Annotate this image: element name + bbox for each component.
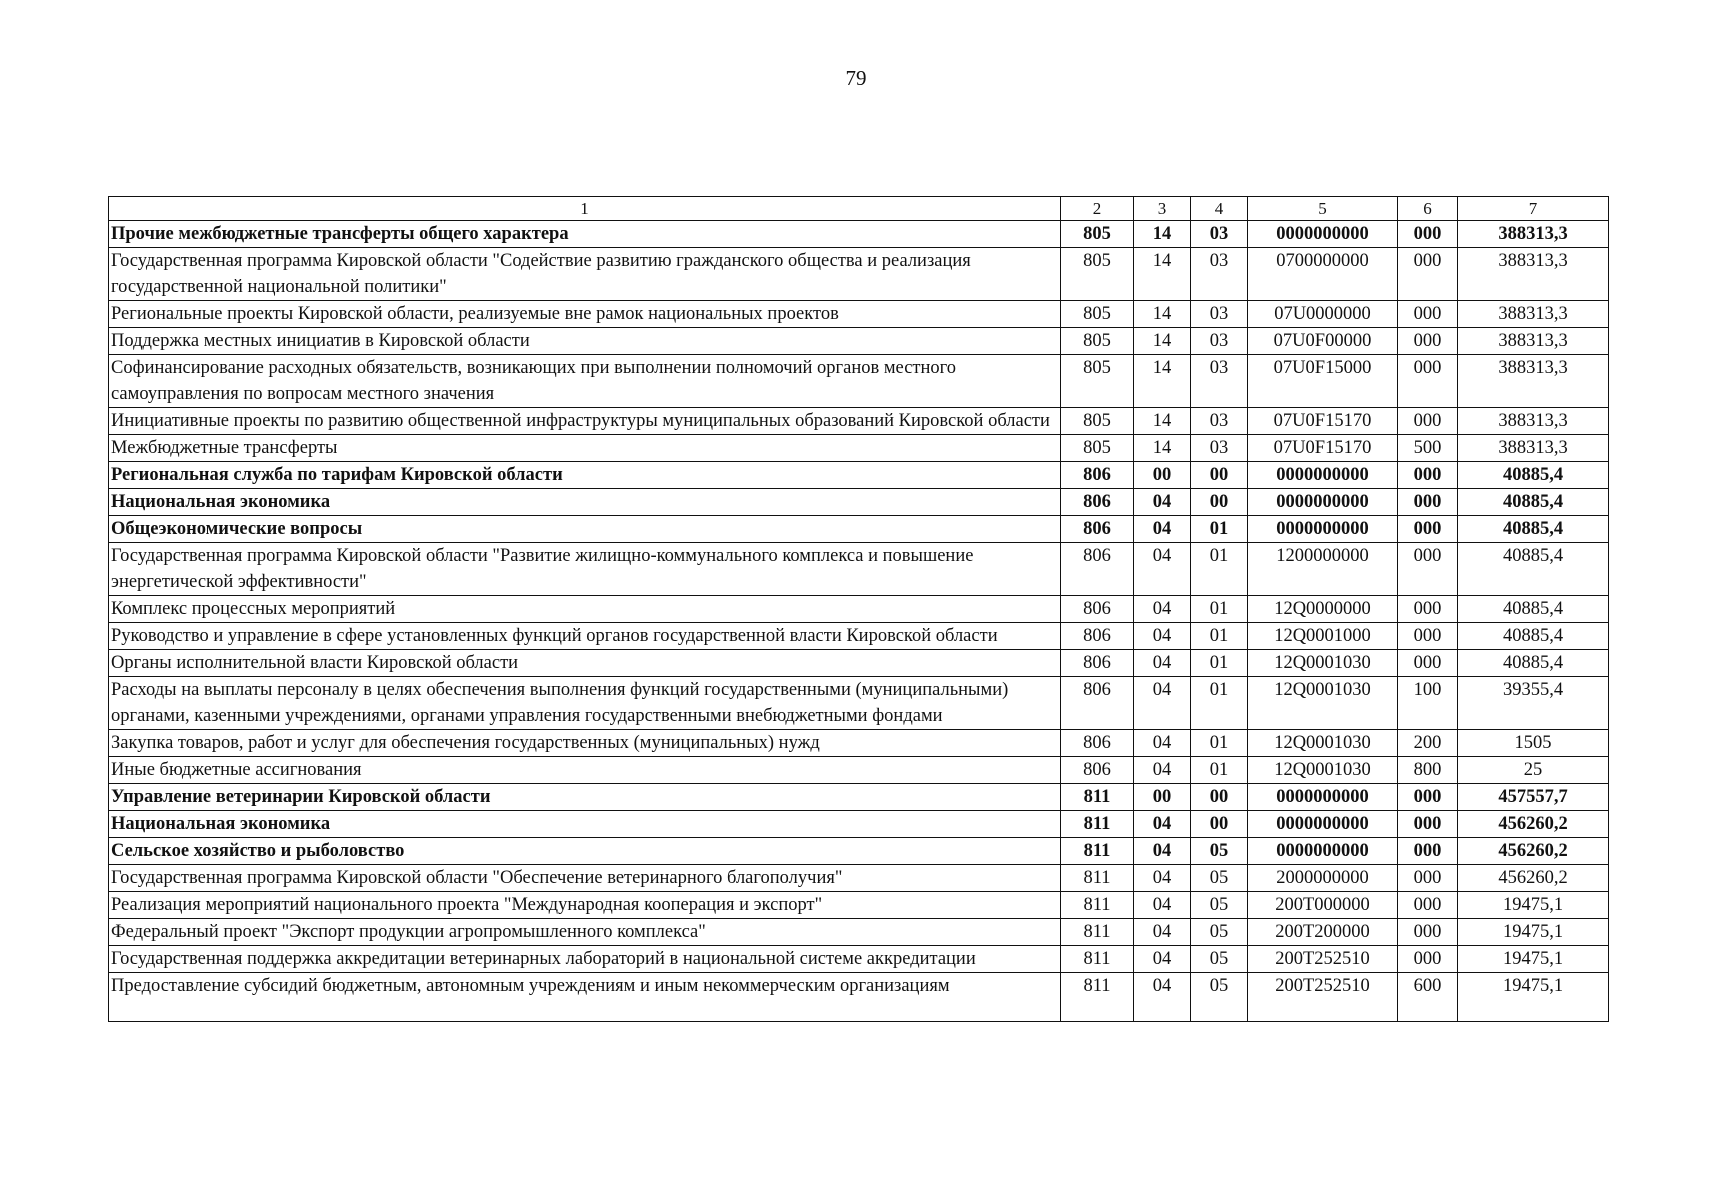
- section-cell: 14: [1134, 355, 1191, 408]
- chapter-cell: 811: [1061, 892, 1134, 919]
- expense-type-cell: 000: [1398, 784, 1458, 811]
- target-article-cell: 0700000000: [1248, 248, 1398, 301]
- budget-table: [108, 196, 1609, 1022]
- target-article-cell: 12Q0001030: [1248, 650, 1398, 677]
- subsection-cell: 03: [1191, 408, 1248, 435]
- section-cell: 14: [1134, 301, 1191, 328]
- chapter-cell: 811: [1061, 811, 1134, 838]
- expense-type-cell: 000: [1398, 919, 1458, 946]
- table-row: [109, 650, 1609, 677]
- section-cell: 00: [1134, 784, 1191, 811]
- chapter-cell: 806: [1061, 596, 1134, 623]
- expense-type-cell: 200: [1398, 730, 1458, 757]
- table-row: [109, 248, 1609, 301]
- section-cell: 04: [1134, 677, 1191, 730]
- subsection-cell: 03: [1191, 328, 1248, 355]
- section-cell: 04: [1134, 757, 1191, 784]
- target-article-cell: 12Q0001030: [1248, 730, 1398, 757]
- chapter-cell: 811: [1061, 946, 1134, 973]
- table-row: [109, 543, 1609, 596]
- amount-cell: 388313,3: [1458, 328, 1609, 355]
- table-row: [109, 408, 1609, 435]
- header-cell-7: 7: [1458, 197, 1609, 221]
- target-article-cell: 07U0F15000: [1248, 355, 1398, 408]
- target-article-cell: 0000000000: [1248, 838, 1398, 865]
- subsection-cell: 01: [1191, 543, 1248, 596]
- section-cell: 04: [1134, 730, 1191, 757]
- row-name-cell: Руководство и управление в сфере установленных функций органов государственной власти Кировской области: [109, 623, 1061, 650]
- chapter-cell: 806: [1061, 757, 1134, 784]
- target-article-cell: 12Q0001030: [1248, 677, 1398, 730]
- row-name-cell: Государственная программа Кировской области "Обеспечение ветеринарного благополучия": [109, 865, 1061, 892]
- header-cell-5: 5: [1248, 197, 1398, 221]
- subsection-cell: 01: [1191, 650, 1248, 677]
- chapter-cell: 805: [1061, 221, 1134, 248]
- amount-cell: 1505: [1458, 730, 1609, 757]
- expense-type-cell: 000: [1398, 221, 1458, 248]
- target-article-cell: 12Q0000000: [1248, 596, 1398, 623]
- chapter-cell: 811: [1061, 973, 1134, 1022]
- section-cell: 14: [1134, 328, 1191, 355]
- expense-type-cell: 000: [1398, 623, 1458, 650]
- row-name-cell: Межбюджетные трансферты: [109, 435, 1061, 462]
- header-cell-3: 3: [1134, 197, 1191, 221]
- section-cell: 04: [1134, 973, 1191, 1022]
- chapter-cell: 805: [1061, 328, 1134, 355]
- table-row: [109, 919, 1609, 946]
- subsection-cell: 00: [1191, 811, 1248, 838]
- target-article-cell: 200T252510: [1248, 946, 1398, 973]
- row-name-cell: Предоставление субсидий бюджетным, автономным учреждениям и иным некоммерческим организациям: [109, 973, 1061, 1022]
- chapter-cell: 806: [1061, 462, 1134, 489]
- amount-cell: 40885,4: [1458, 462, 1609, 489]
- expense-type-cell: 100: [1398, 677, 1458, 730]
- chapter-cell: 806: [1061, 650, 1134, 677]
- subsection-cell: 03: [1191, 355, 1248, 408]
- row-name-cell: Федеральный проект "Экспорт продукции агропромышленного комплекса": [109, 919, 1061, 946]
- chapter-cell: 805: [1061, 248, 1134, 301]
- expense-type-cell: 000: [1398, 838, 1458, 865]
- section-cell: 04: [1134, 865, 1191, 892]
- section-cell: 04: [1134, 543, 1191, 596]
- subsection-cell: 03: [1191, 248, 1248, 301]
- subsection-cell: 00: [1191, 784, 1248, 811]
- target-article-cell: 07U0F00000: [1248, 328, 1398, 355]
- amount-cell: 388313,3: [1458, 221, 1609, 248]
- section-cell: 14: [1134, 221, 1191, 248]
- expense-type-cell: 000: [1398, 516, 1458, 543]
- target-article-cell: 0000000000: [1248, 784, 1398, 811]
- row-name-cell: Региональная служба по тарифам Кировской области: [109, 462, 1061, 489]
- subsection-cell: 01: [1191, 677, 1248, 730]
- target-article-cell: 07U0F15170: [1248, 435, 1398, 462]
- subsection-cell: 03: [1191, 301, 1248, 328]
- table-row: [109, 301, 1609, 328]
- amount-cell: 388313,3: [1458, 355, 1609, 408]
- subsection-cell: 05: [1191, 946, 1248, 973]
- amount-cell: 40885,4: [1458, 543, 1609, 596]
- amount-cell: 40885,4: [1458, 489, 1609, 516]
- amount-cell: 456260,2: [1458, 838, 1609, 865]
- chapter-cell: 805: [1061, 408, 1134, 435]
- subsection-cell: 03: [1191, 221, 1248, 248]
- target-article-cell: 12Q0001030: [1248, 757, 1398, 784]
- chapter-cell: 811: [1061, 919, 1134, 946]
- subsection-cell: 05: [1191, 892, 1248, 919]
- subsection-cell: 01: [1191, 516, 1248, 543]
- amount-cell: 19475,1: [1458, 892, 1609, 919]
- row-name-cell: Региональные проекты Кировской области, реализуемые вне рамок национальных проектов: [109, 301, 1061, 328]
- target-article-cell: 12Q0001000: [1248, 623, 1398, 650]
- subsection-cell: 05: [1191, 919, 1248, 946]
- table-row: [109, 811, 1609, 838]
- target-article-cell: 0000000000: [1248, 516, 1398, 543]
- row-name-cell: Софинансирование расходных обязательств, возникающих при выполнении полномочий органов местного самоуправления по вопросам местного значения: [109, 355, 1061, 408]
- expense-type-cell: 000: [1398, 892, 1458, 919]
- amount-cell: 388313,3: [1458, 435, 1609, 462]
- amount-cell: 19475,1: [1458, 919, 1609, 946]
- table-row: [109, 677, 1609, 730]
- row-name-cell: Управление ветеринарии Кировской области: [109, 784, 1061, 811]
- amount-cell: 40885,4: [1458, 623, 1609, 650]
- header-cell-6: 6: [1398, 197, 1458, 221]
- target-article-cell: 0000000000: [1248, 462, 1398, 489]
- subsection-cell: 05: [1191, 865, 1248, 892]
- amount-cell: 19475,1: [1458, 973, 1609, 1022]
- section-cell: 04: [1134, 516, 1191, 543]
- row-name-cell: Национальная экономика: [109, 811, 1061, 838]
- amount-cell: 40885,4: [1458, 650, 1609, 677]
- table-row: [109, 221, 1609, 248]
- row-name-cell: Реализация мероприятий национального проекта "Международная кооперация и экспорт": [109, 892, 1061, 919]
- table-row: [109, 946, 1609, 973]
- table-row: [109, 462, 1609, 489]
- row-name-cell: Органы исполнительной власти Кировской области: [109, 650, 1061, 677]
- chapter-cell: 805: [1061, 355, 1134, 408]
- target-article-cell: 1200000000: [1248, 543, 1398, 596]
- chapter-cell: 806: [1061, 489, 1134, 516]
- table-row: [109, 328, 1609, 355]
- row-name-cell: Расходы на выплаты персоналу в целях обеспечения выполнения функций государственными (муниципальными) органами, казенными учреждениями, органами управления государственными внебюджетными фондами: [109, 677, 1061, 730]
- table-row: [109, 757, 1609, 784]
- target-article-cell: 07U0000000: [1248, 301, 1398, 328]
- expense-type-cell: 800: [1398, 757, 1458, 784]
- header-cell-2: 2: [1061, 197, 1134, 221]
- row-name-cell: Сельское хозяйство и рыболовство: [109, 838, 1061, 865]
- section-cell: 00: [1134, 462, 1191, 489]
- header-cell-4: 4: [1191, 197, 1248, 221]
- target-article-cell: 200T252510: [1248, 973, 1398, 1022]
- subsection-cell: 01: [1191, 730, 1248, 757]
- subsection-cell: 01: [1191, 757, 1248, 784]
- section-cell: 04: [1134, 650, 1191, 677]
- table-row: [109, 973, 1609, 1022]
- subsection-cell: 03: [1191, 435, 1248, 462]
- chapter-cell: 811: [1061, 865, 1134, 892]
- target-article-cell: 200T200000: [1248, 919, 1398, 946]
- table-row: [109, 838, 1609, 865]
- page-number: 79: [845, 66, 867, 90]
- row-name-cell: Государственная поддержка аккредитации ветеринарных лабораторий в национальной системе аккредитации: [109, 946, 1061, 973]
- target-article-cell: 200T000000: [1248, 892, 1398, 919]
- row-name-cell: Комплекс процессных мероприятий: [109, 596, 1061, 623]
- chapter-cell: 811: [1061, 784, 1134, 811]
- amount-cell: 456260,2: [1458, 811, 1609, 838]
- header-cell-1: 1: [109, 197, 1061, 221]
- amount-cell: 457557,7: [1458, 784, 1609, 811]
- expense-type-cell: 000: [1398, 650, 1458, 677]
- chapter-cell: 806: [1061, 677, 1134, 730]
- expense-type-cell: 000: [1398, 946, 1458, 973]
- expense-type-cell: 000: [1398, 543, 1458, 596]
- amount-cell: 19475,1: [1458, 946, 1609, 973]
- amount-cell: 388313,3: [1458, 408, 1609, 435]
- section-cell: 04: [1134, 623, 1191, 650]
- expense-type-cell: 000: [1398, 462, 1458, 489]
- amount-cell: 388313,3: [1458, 248, 1609, 301]
- chapter-cell: 806: [1061, 516, 1134, 543]
- row-name-cell: Государственная программа Кировской области "Содействие развитию гражданского общества и реализация государственной национальной политики": [109, 248, 1061, 301]
- target-article-cell: 0000000000: [1248, 221, 1398, 248]
- section-cell: 04: [1134, 596, 1191, 623]
- table-row: [109, 784, 1609, 811]
- chapter-cell: 805: [1061, 435, 1134, 462]
- expense-type-cell: 000: [1398, 489, 1458, 516]
- expense-type-cell: 000: [1398, 408, 1458, 435]
- section-cell: 04: [1134, 919, 1191, 946]
- row-name-cell: Прочие межбюджетные трансферты общего характера: [109, 221, 1061, 248]
- table-row: [109, 435, 1609, 462]
- amount-cell: 40885,4: [1458, 596, 1609, 623]
- section-cell: 04: [1134, 946, 1191, 973]
- target-article-cell: 0000000000: [1248, 489, 1398, 516]
- row-name-cell: Национальная экономика: [109, 489, 1061, 516]
- table-row: [109, 623, 1609, 650]
- section-cell: 04: [1134, 489, 1191, 516]
- subsection-cell: 05: [1191, 973, 1248, 1022]
- amount-cell: 388313,3: [1458, 301, 1609, 328]
- chapter-cell: 805: [1061, 301, 1134, 328]
- target-article-cell: 2000000000: [1248, 865, 1398, 892]
- table-body: [109, 221, 1609, 1022]
- row-name-cell: Закупка товаров, работ и услуг для обеспечения государственных (муниципальных) нужд: [109, 730, 1061, 757]
- chapter-cell: 811: [1061, 838, 1134, 865]
- target-article-cell: 0000000000: [1248, 811, 1398, 838]
- amount-cell: 39355,4: [1458, 677, 1609, 730]
- expense-type-cell: 600: [1398, 973, 1458, 1022]
- amount-cell: 25: [1458, 757, 1609, 784]
- subsection-cell: 00: [1191, 462, 1248, 489]
- section-cell: 04: [1134, 892, 1191, 919]
- chapter-cell: 806: [1061, 730, 1134, 757]
- row-name-cell: Общеэкономические вопросы: [109, 516, 1061, 543]
- amount-cell: 456260,2: [1458, 865, 1609, 892]
- section-cell: 14: [1134, 435, 1191, 462]
- chapter-cell: 806: [1061, 623, 1134, 650]
- expense-type-cell: 000: [1398, 301, 1458, 328]
- section-cell: 14: [1134, 408, 1191, 435]
- table-row: [109, 489, 1609, 516]
- subsection-cell: 01: [1191, 596, 1248, 623]
- table-header-row: [109, 197, 1609, 221]
- subsection-cell: 00: [1191, 489, 1248, 516]
- expense-type-cell: 000: [1398, 328, 1458, 355]
- subsection-cell: 05: [1191, 838, 1248, 865]
- row-name-cell: Поддержка местных инициатив в Кировской области: [109, 328, 1061, 355]
- expense-type-cell: 500: [1398, 435, 1458, 462]
- section-cell: 04: [1134, 838, 1191, 865]
- subsection-cell: 01: [1191, 623, 1248, 650]
- table-row: [109, 355, 1609, 408]
- target-article-cell: 07U0F15170: [1248, 408, 1398, 435]
- amount-cell: 40885,4: [1458, 516, 1609, 543]
- table-row: [109, 516, 1609, 543]
- expense-type-cell: 000: [1398, 865, 1458, 892]
- row-name-cell: Иные бюджетные ассигнования: [109, 757, 1061, 784]
- table-row: [109, 865, 1609, 892]
- expense-type-cell: 000: [1398, 811, 1458, 838]
- expense-type-cell: 000: [1398, 248, 1458, 301]
- row-name-cell: Инициативные проекты по развитию общественной инфраструктуры муниципальных образований Кировской области: [109, 408, 1061, 435]
- expense-type-cell: 000: [1398, 355, 1458, 408]
- chapter-cell: 806: [1061, 543, 1134, 596]
- section-cell: 04: [1134, 811, 1191, 838]
- table-row: [109, 730, 1609, 757]
- table-row: [109, 596, 1609, 623]
- section-cell: 14: [1134, 248, 1191, 301]
- row-name-cell: Государственная программа Кировской области "Развитие жилищно-коммунального комплекса и повышение энергетической эффективности": [109, 543, 1061, 596]
- table-row: [109, 892, 1609, 919]
- expense-type-cell: 000: [1398, 596, 1458, 623]
